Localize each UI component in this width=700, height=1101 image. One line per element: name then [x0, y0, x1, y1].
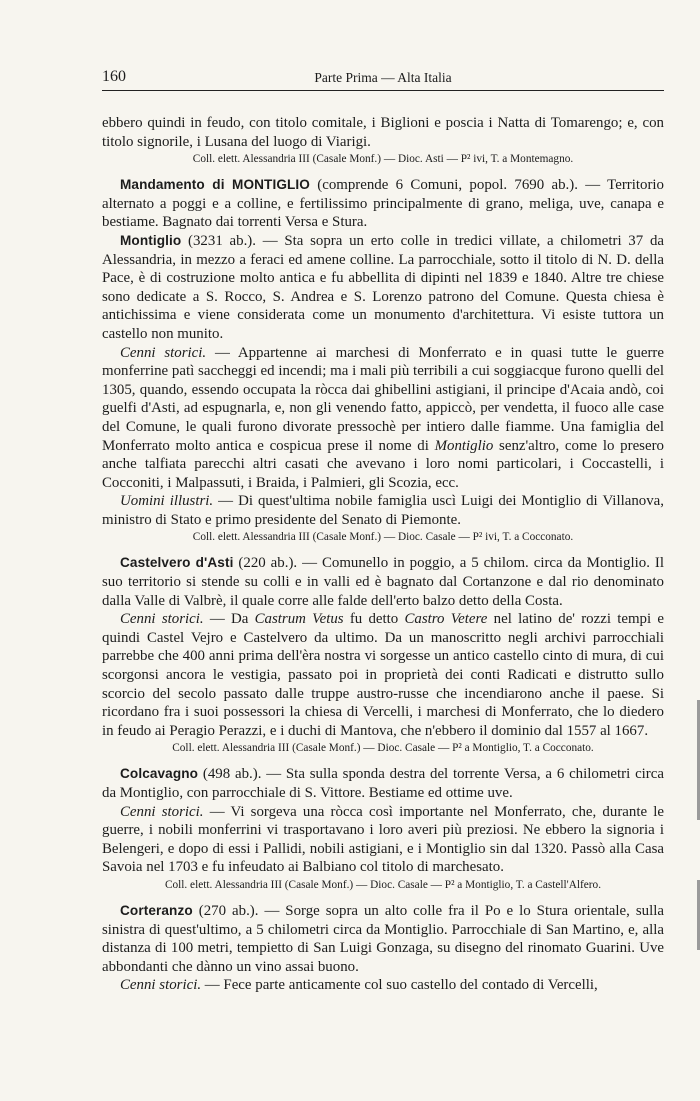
section-label: Cenni storici. [120, 803, 204, 820]
italic-term: Castrum Vetus [254, 611, 344, 628]
paragraph-opening: ebbero quindi in feudo, con titolo comitale, i Biglioni e poscia i Natta di Tomarengo; e, con titolo signorile, i Lusana del luogo di Viarigi. [102, 115, 664, 150]
paragraph-castelvero-history [102, 610, 664, 740]
entry-text: (498 ab.). — Sta sulla sponda destra del torrente Versa, a 6 chilometri circa da Montiglio, con parrocchiale di S. Vittore. Bestiame ed ottime uve. [102, 766, 664, 801]
paragraph-corteranzo-history [102, 976, 664, 995]
entry-text: (comprende 6 Comuni, popol. 7690 ab.). — Territorio alternato a poggi e a colline, e fertilissimo principalmente di grano, meliga, uve, canapa e bestiame. Bagnato dai torrenti Versa e Stura. [102, 177, 664, 231]
entry-text: fu detto [343, 611, 405, 628]
section-label: Cenni storici. [120, 611, 204, 628]
entry-text: — Di quest'ultima nobile famiglia uscì Luigi dei Montiglio di Villanova, ministro di Stato e primo presidente del Senato di Piemonte. [102, 493, 664, 528]
collegio-note: Coll. elett. Alessandria III (Casale Monf.) — Dioc. Asti — P² ivi, T. a Montemagno. [192, 153, 574, 166]
paragraph-mandamento [102, 176, 664, 232]
entry-heading: Corteranzo [120, 902, 193, 918]
page-body [102, 114, 664, 995]
italic-term: Castro Vetere [404, 611, 488, 628]
running-title: Parte Prima — Alta Italia [314, 70, 452, 85]
entry-heading: Colcavagno [120, 766, 199, 782]
entry-text: — Fece parte anticamente col suo castello del contado di Vercelli, [201, 977, 598, 994]
section-label: Cenni storici. [120, 977, 202, 994]
section-label: Uomini illustri. [120, 493, 214, 510]
entry-text: — Vi sorgeva una ròcca così importante nel Monferrato, che, durante le guerre, i nobili monferrini vi trasportavano i loro averi più preziosi. Ne ebbero la signoria i Belengeri, e dopo di essi i Pallidi, nobili astigiani, e i Montiglio sin dal 1320. Passò alla Casa Savoia nel 1703 e fu infeudato ai Balbiano col titolo di marchesato. [102, 803, 664, 876]
collegio-note: Coll. elett. Alessandria III (Casale Monf.) — Dioc. Casale — P² ivi, T. a Cocconato. [192, 531, 574, 544]
entry-text: (270 ab.). — Sorge sopra un alto colle fra il Po e lo Stura orientale, sulla sinistra di quest'ultimo, a 5 chilometri circa da Montiglio. Parrocchiale di San Martino, e, alla distanza di 100 metri, tempietto di San Luigi Gonzaga, su disegno del rinomato Guarini. Uve abbondanti che dànno un vino assai buono. [102, 902, 664, 975]
paragraph-colcavagno [102, 765, 664, 802]
italic-term: Montiglio [434, 437, 494, 454]
entry-heading: Montiglio [120, 232, 182, 248]
collegio-note: Coll. elett. Alessandria III (Casale Monf.) — Dioc. Casale — P² a Montiglio, T. a Castell'Alfero. [164, 878, 602, 891]
entry-text: — Da [203, 611, 255, 628]
entry-text: senz'altro, come lo presero anche talfiata parecchi altri casati che avevano i loro nomi particolari, i Coccastelli, i Cocconiti, i Malpassuti, i Braida, i Palmieri, gli Scozia, ecc. [102, 437, 664, 491]
entry-heading: Mandamento di MONTIGLIO [120, 177, 310, 193]
collegio-note: Coll. elett. Alessandria III (Casale Monf.) — Dioc. Casale — P² a Montiglio, T. a Cocconato. [172, 742, 594, 755]
entry-text: (220 ab.). — Comunello in poggio, a 5 chilom. circa da Montiglio. Il suo territorio si stende su colli e in valli ed è bagnato dal Cortanzone e dal rio denominato dalla Valle di Valbrè, il quale corre alle falde dell'erto balzo detto della Costa. [102, 555, 664, 609]
entry-text: nel latino de' rozzi tempi e quindi Castel Vejro e Castelvero da ultimo. Da un manoscritto negli archivi parrocchiali parrebbe che 400 anni prima dell'èra nostra vi sorgesse un antico castello cinto di mura, di cui scorgonsi ancora le vestigia, passato poi in proprietà dei conti Radicati e distrutto sullo scorcio del secolo passato dalle truppe austro-russe che incendiarono anche il paese. Si ricordano fra i suoi possessori la chiesa di Vercelli, i marchesi di Monferrato, che lo diedero in feudo ai Peragio Perazzi, e i duchi di Mantova, che n'ebbero il dominio dal 1557 al 1667. [102, 611, 664, 739]
section-label: Cenni storici. [120, 344, 207, 361]
page-number: 160 [102, 68, 126, 85]
paragraph-montiglio [102, 232, 664, 344]
paragraph-castelvero [102, 554, 664, 610]
entry-text: (3231 ab.). — Sta sopra un erto colle in tredici villate, a chilometri 37 da Alessandria, in mezzo a feraci ed amene colline. La parrocchiale, sotto il titolo di N. D. della Pace, è di costruzione molto antica e fu abbellita di dipinti nel 1839 e 1840. Altre tre chiese sono dedicate a S. Rocco, S. Andrea e S. Lorenzo patrono del Comune. Questa chiesa è antichissima e viene considerata come un monumento d'architettura. Vi esiste tuttora un castello non munito. [102, 232, 664, 342]
paragraph-montiglio-history [102, 344, 664, 493]
paragraph-corteranzo [102, 902, 664, 976]
paragraph-colcavagno-history [102, 803, 664, 877]
paragraph-montiglio-people [102, 492, 664, 529]
page-header [102, 64, 664, 91]
entry-text: — Appartenne ai marchesi di Monferrato e in quasi tutte le guerre monferrine patì saccheggi ed incendi; ma i mali più terribili a cui soggiacque furono quelli del 1305, quando, essendo occupata la ròcca dai ghibellini astigiani, il principe d'Acaia andò, coi guelfi d'Asti, ad espugnarla, e, non gli venendo fatto, appiccò, per vendetta, il fuoco alle case del Comune, le quali furono divorate pressochè per intiero dalle fiamme. Una famiglia del Monferrato molto antica e cospicua prese il nome di [102, 344, 664, 454]
entry-heading: Castelvero d'Asti [120, 555, 234, 571]
